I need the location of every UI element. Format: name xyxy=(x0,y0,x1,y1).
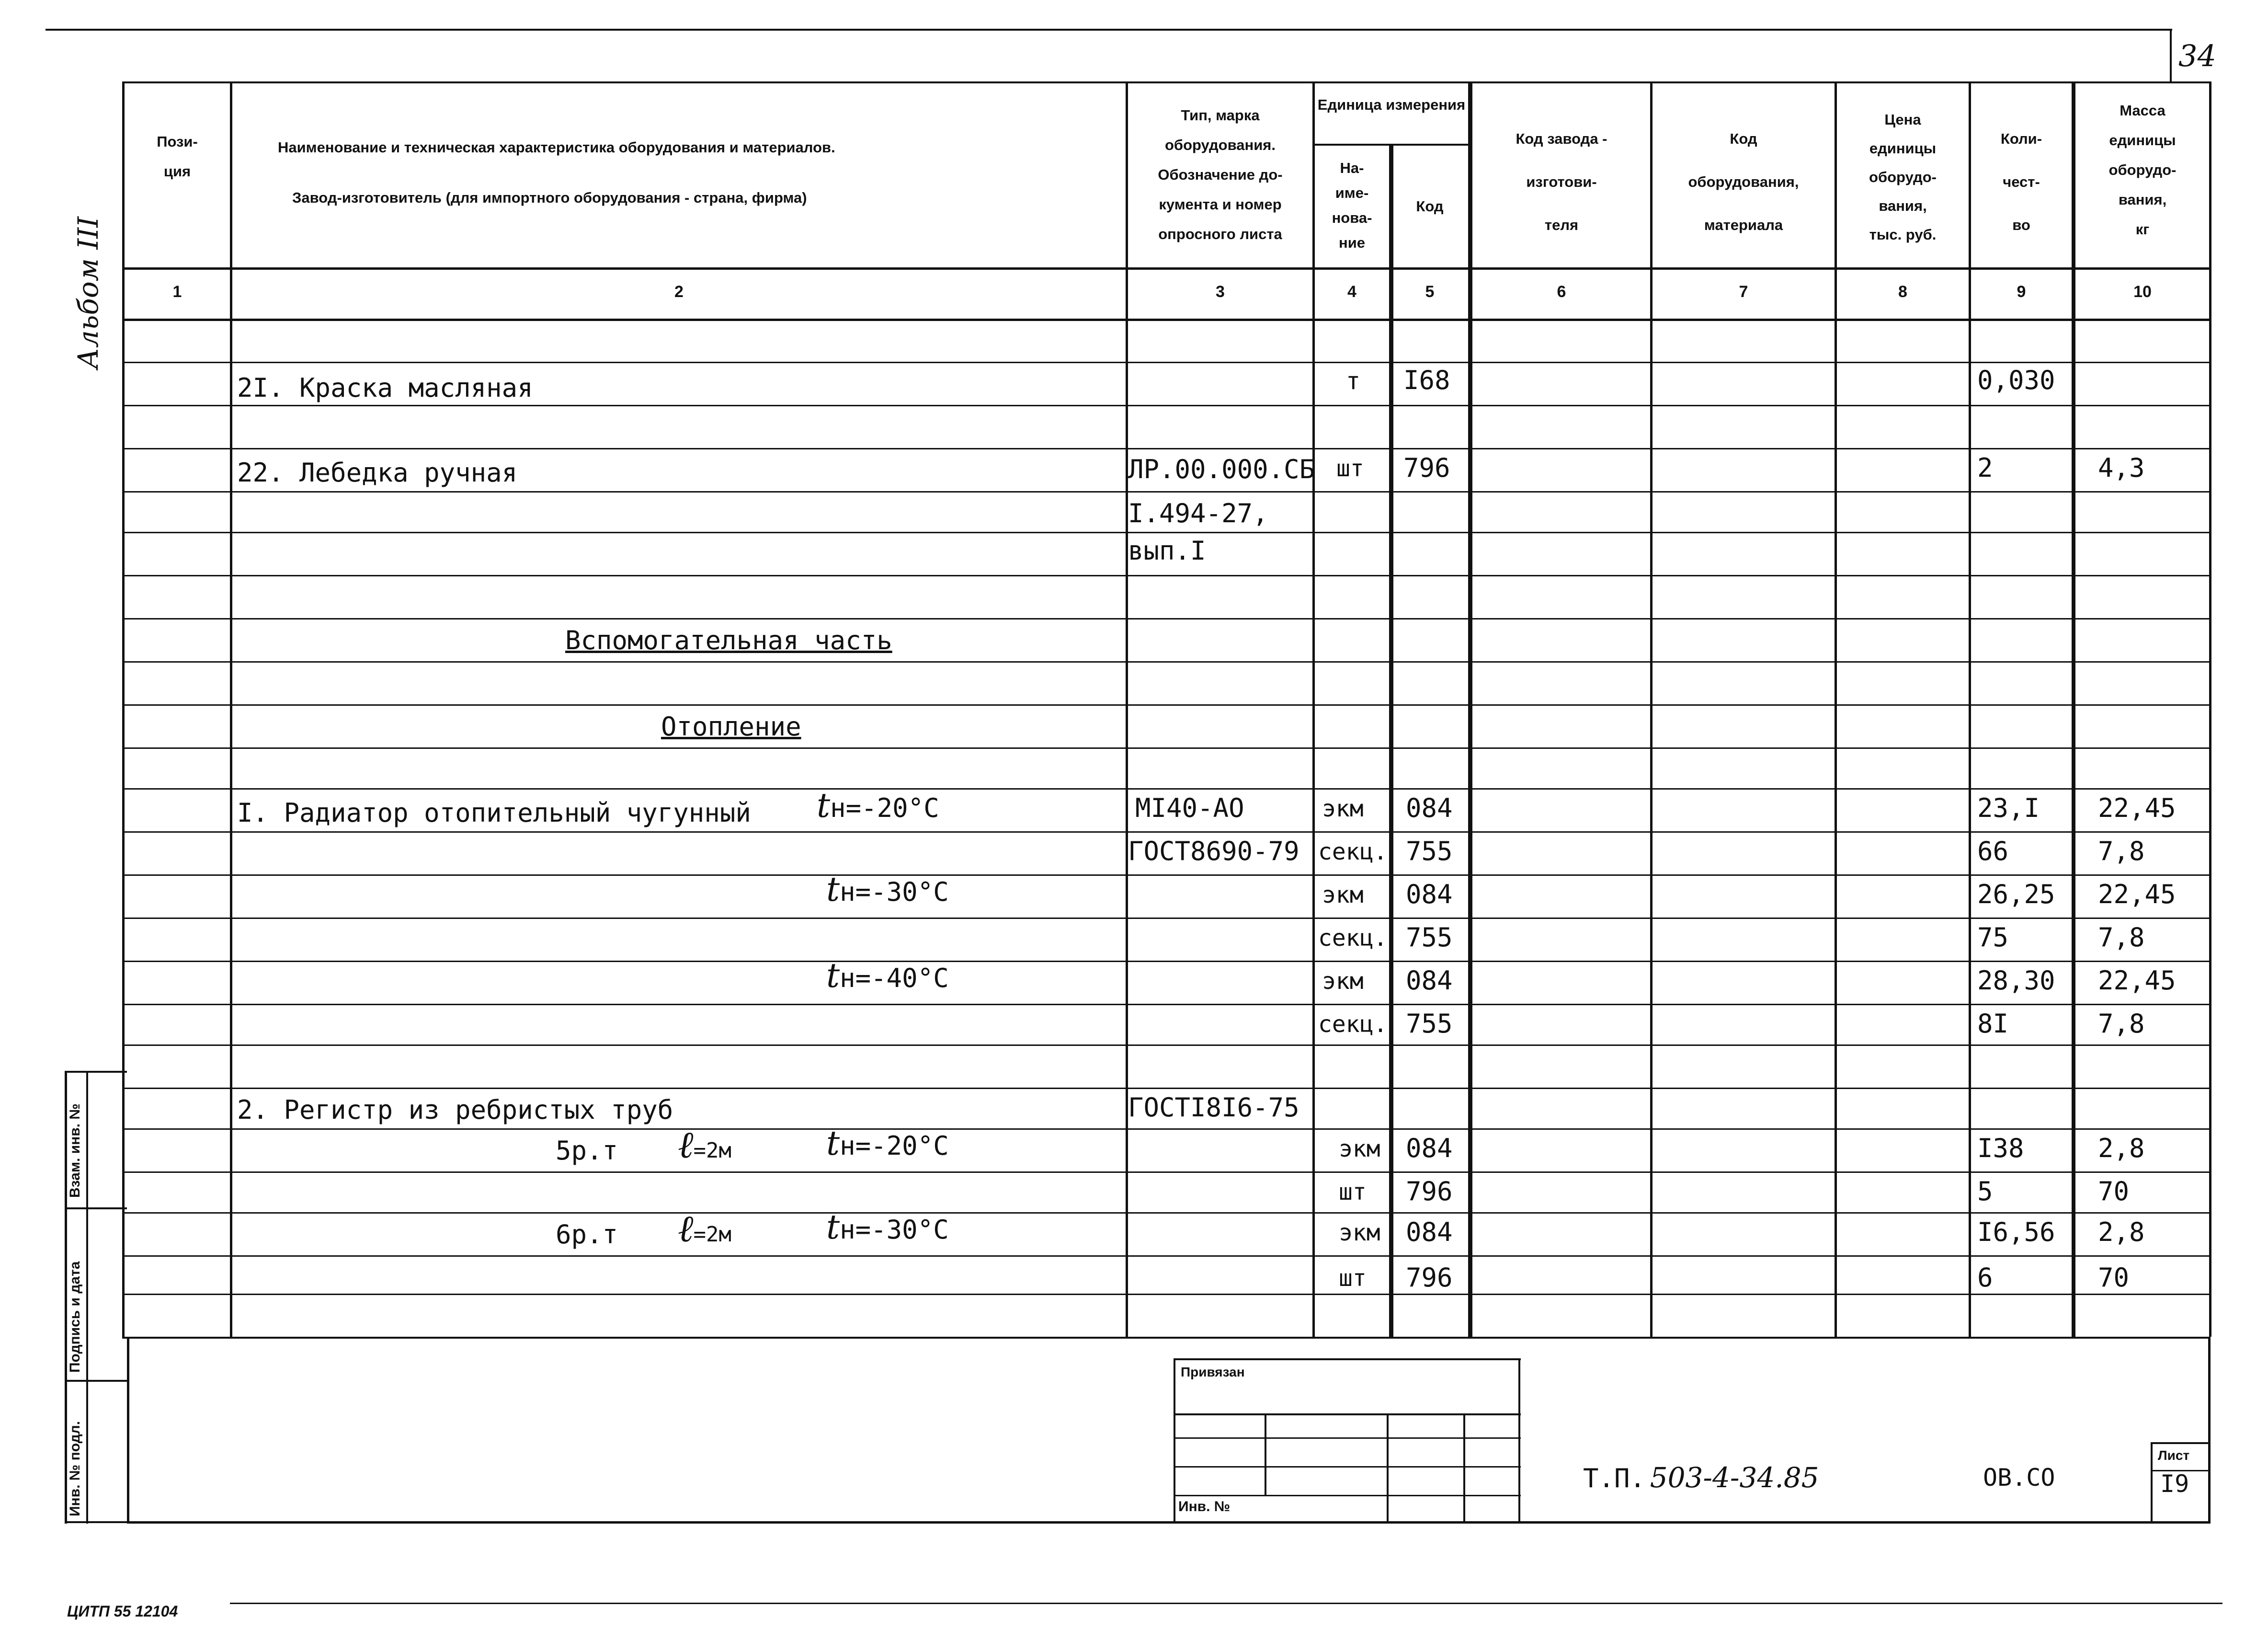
hdr-col9: Коли- чест- во xyxy=(2000,130,2042,233)
unit-name: секц. xyxy=(1318,838,1388,865)
quantity: 26,25 xyxy=(1977,879,2055,909)
unit-code: 755 xyxy=(1406,922,1453,952)
hdr-col3: Тип, марка оборудования. Обозначение до- кумента и номер опросного листа xyxy=(1158,107,1283,242)
mass: 22,45 xyxy=(2098,793,2176,823)
quantity: 28,30 xyxy=(1977,965,2055,996)
type-mark: ГОСТI8I6-75 xyxy=(1128,1092,1299,1123)
unit-name: экм xyxy=(1322,882,1364,908)
length: ℓ=2м xyxy=(678,1207,731,1250)
item-name: 22. Лебедка ручная xyxy=(237,458,518,488)
unit-code: 084 xyxy=(1406,793,1453,823)
unit-code: I68 xyxy=(1403,365,1450,395)
side-inv-podl: Инв. № подл. xyxy=(67,1421,83,1516)
hdr-col7: Код оборудования, материала xyxy=(1688,130,1799,233)
unit-code: 796 xyxy=(1406,1262,1453,1293)
unit-code: 755 xyxy=(1406,1009,1453,1039)
mass: 22,45 xyxy=(2098,965,2176,996)
mass: 2,8 xyxy=(2098,1133,2145,1163)
type-mark: ЛР.00.000.СБ xyxy=(1128,454,1315,484)
bottom-rule xyxy=(230,1603,2222,1604)
temperature: tн=-30°С xyxy=(826,1207,949,1247)
type-mark: МI40-АО xyxy=(1135,793,1244,823)
quantity: I6,56 xyxy=(1977,1217,2055,1247)
footer-code: ЦИТП 55 12104 xyxy=(67,1603,178,1620)
type-mark: вып.I xyxy=(1128,536,1206,566)
unit-code: 796 xyxy=(1403,453,1450,483)
temperature: tн=-30°С xyxy=(826,870,949,909)
hdr-col4: На- име- нова- ние xyxy=(1332,160,1372,251)
hdr-col10: Масса единицы оборудо- вания, кг xyxy=(2108,102,2177,238)
page-corner-number: 34 xyxy=(2178,38,2216,73)
album-label: Альбом III xyxy=(72,216,104,369)
list-label: Лист xyxy=(2158,1448,2190,1463)
length: ℓ=2м xyxy=(678,1124,731,1167)
quantity: I38 xyxy=(1977,1133,2024,1163)
hdr-col1: Пози- ция xyxy=(157,133,198,180)
corner-tick xyxy=(2170,29,2172,81)
sheet-code: ОВ.СО xyxy=(1983,1464,2055,1491)
unit-name: шт xyxy=(1339,1179,1367,1205)
quantity: 0,030 xyxy=(1977,365,2055,395)
unit-code: 755 xyxy=(1406,836,1453,866)
unit-name: экм xyxy=(1322,795,1364,822)
unit-name: экм xyxy=(1339,1136,1380,1162)
type-mark: I.494-27, xyxy=(1128,498,1268,528)
side-podpis: Подпись и дата xyxy=(67,1261,83,1373)
mass: 7,8 xyxy=(2098,836,2145,866)
hdr-col45: Единица измерения xyxy=(1317,96,1466,113)
list-number: I9 xyxy=(2160,1470,2189,1498)
unit-code: 084 xyxy=(1406,879,1453,909)
mass: 70 xyxy=(2098,1176,2130,1206)
section-heading: Вспомогательная часть xyxy=(565,625,892,655)
quantity: 23,I xyxy=(1977,793,2040,823)
hdr-col8: Цена единицы оборудо- вания, тыс. руб. xyxy=(1869,111,1937,243)
unit-code: 796 xyxy=(1406,1176,1453,1206)
mass: 2,8 xyxy=(2098,1217,2145,1247)
hdr-col5: Код xyxy=(1416,198,1444,215)
privyazan-label: Привязан xyxy=(1181,1365,1245,1379)
mass: 7,8 xyxy=(2098,1009,2145,1039)
hdr-col6: Код завода - изготови- теля xyxy=(1516,130,1607,233)
unit-code: 084 xyxy=(1406,1133,1453,1163)
temperature: tн=-20°С xyxy=(826,1124,949,1163)
unit-name: шт xyxy=(1339,1265,1367,1292)
temperature: tн=-20°С xyxy=(817,786,939,825)
hdr-col2: Наименование и техническая характеристика оборудования и материалов. Завод-изготовитель (для импортного оборудования - страна, фирма) xyxy=(278,139,835,206)
unit-name: секц. xyxy=(1318,925,1388,952)
subsection-heading: Отопление xyxy=(661,711,801,742)
top-rule xyxy=(46,29,2172,31)
mass: 4,3 xyxy=(2098,453,2145,483)
quantity: 6 xyxy=(1977,1262,1993,1293)
unit-name: секц. xyxy=(1318,1011,1388,1038)
item-name: 2I. Краска масляная xyxy=(237,373,533,403)
item-name: 2. Регистр из ребристых труб xyxy=(237,1095,673,1125)
type-mark: ГОСТ8690-79 xyxy=(1128,836,1299,866)
item-name: I. Радиатор отопительный чугунный xyxy=(237,798,751,828)
project-number: Т.П. 503-4-34.85 xyxy=(1583,1461,1819,1494)
inv-no-label: Инв. № xyxy=(1178,1499,1231,1514)
mass: 22,45 xyxy=(2098,879,2176,909)
temperature: tн=-40°С xyxy=(826,956,949,995)
register-label: 5р.т xyxy=(556,1136,618,1166)
quantity: 2 xyxy=(1977,453,1993,483)
quantity: 5 xyxy=(1977,1176,1993,1206)
quantity: 75 xyxy=(1977,922,2009,952)
unit-name: экм xyxy=(1322,968,1364,995)
quantity: 66 xyxy=(1977,836,2009,866)
register-label: 6р.т xyxy=(556,1219,618,1250)
side-vzam: Взам. инв. № xyxy=(67,1103,83,1198)
mass: 7,8 xyxy=(2098,922,2145,952)
unit-name: экм xyxy=(1339,1219,1380,1246)
mass: 70 xyxy=(2098,1262,2130,1293)
quantity: 8I xyxy=(1977,1009,2009,1039)
unit-name: шт xyxy=(1336,455,1364,482)
unit-code: 084 xyxy=(1406,965,1453,996)
unit-name: т xyxy=(1346,367,1361,395)
unit-code: 084 xyxy=(1406,1217,1453,1247)
